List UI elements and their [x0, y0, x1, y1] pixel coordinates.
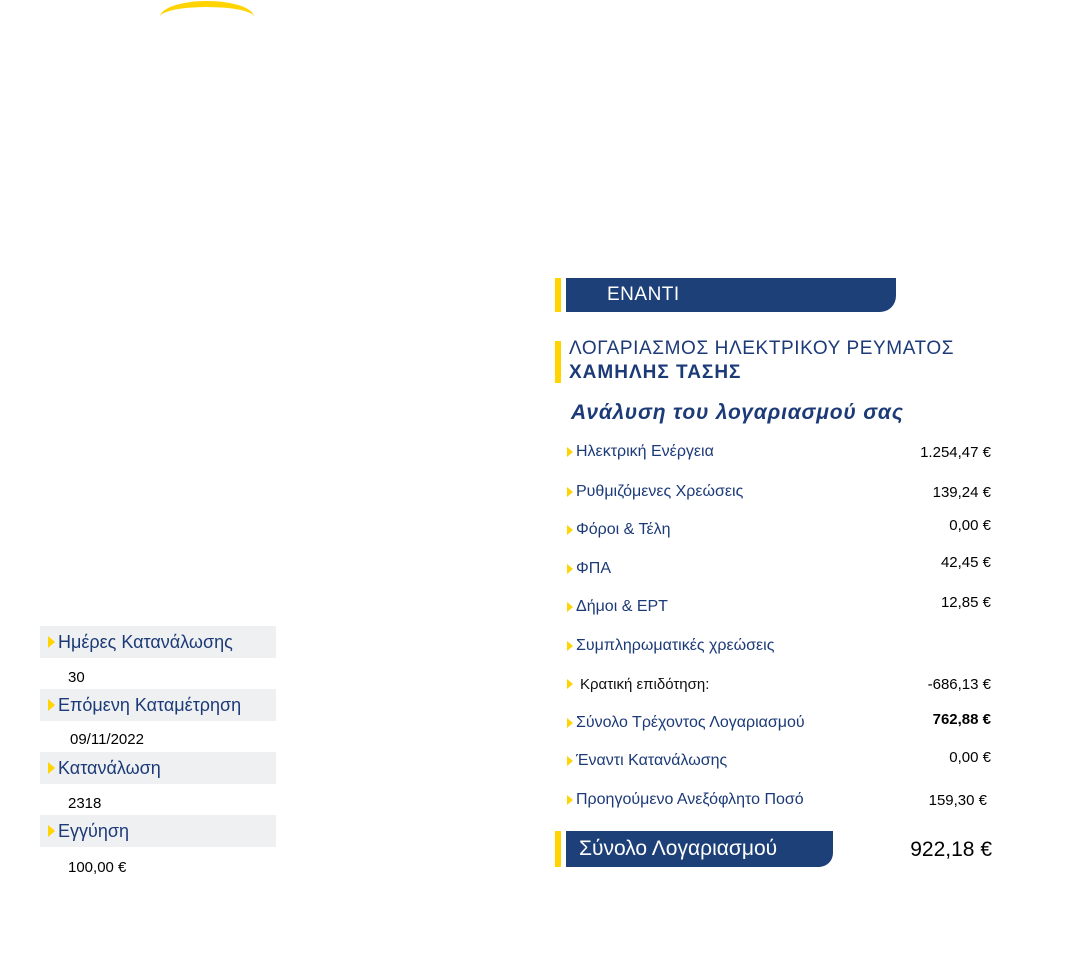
total-amount: 922,18 €	[910, 838, 992, 861]
row-label: Ηλεκτρική Ενέργεια	[576, 443, 714, 460]
arrow-icon	[567, 564, 573, 574]
consumption-header	[40, 752, 276, 784]
analysis-heading: Ανάλυση του λογαριασμού σας	[571, 401, 904, 424]
row-label: Έναντι Κατανάλωσης	[576, 752, 728, 769]
breakdown-row	[567, 554, 993, 580]
row-amount: 1.254,47 €	[920, 443, 991, 461]
breakdown-row	[567, 519, 993, 541]
row-amount: 139,24 €	[932, 483, 991, 501]
breakdown-row	[567, 635, 993, 657]
breakdown-row	[567, 750, 993, 772]
arrow-icon	[567, 795, 573, 805]
accent-bar	[555, 278, 561, 312]
row-label: Ρυθμιζόμενες Χρεώσεις	[576, 483, 744, 500]
arrow-icon	[48, 825, 55, 837]
breakdown-row	[567, 596, 993, 618]
row-label: Κρατική επιδότηση:	[580, 675, 710, 693]
next-reading-value: 09/11/2022	[70, 731, 144, 748]
row-amount: 762,88 €	[932, 711, 991, 728]
breakdown-row	[567, 481, 993, 503]
consumption-value: 2318	[68, 795, 102, 812]
consumption-label: Κατανάλωση	[58, 757, 161, 778]
row-amount: -686,13 €	[927, 675, 991, 693]
bill-title: ΛΟΓΑΡΙΑΣΜΟΣ ΗΛΕΚΤΡΙΚΟΥ ΡΕΥΜΑΤΟΣ	[569, 338, 955, 359]
arrow-icon	[567, 718, 573, 728]
consumption-days-header	[40, 626, 276, 658]
arrow-icon	[567, 487, 573, 497]
row-amount: 0,00 €	[949, 517, 991, 534]
deposit-label: Εγγύηση	[58, 820, 129, 841]
total-banner: Σύνολο Λογαριασμού	[566, 831, 833, 867]
arrow-icon	[567, 756, 573, 766]
arrow-icon	[567, 602, 573, 612]
row-label: Δήμοι & ΕΡΤ	[576, 598, 668, 615]
deposit-value: 100,00 €	[68, 859, 127, 876]
breakdown-row	[567, 673, 993, 695]
next-reading-label: Επόμενη Καταμέτρηση	[58, 694, 242, 715]
row-amount: 0,00 €	[949, 749, 991, 766]
arrow-icon	[48, 636, 55, 648]
arrow-icon	[567, 641, 573, 651]
deposit-header	[40, 815, 276, 847]
row-amount: 159,30 €	[928, 791, 987, 809]
row-label: ΦΠΑ	[576, 560, 611, 577]
accent-bar	[555, 341, 561, 383]
row-label: Συμπληρωματικές χρεώσεις	[576, 637, 775, 654]
breakdown-row	[567, 712, 993, 734]
arrow-icon	[48, 762, 55, 774]
arrow-icon	[567, 525, 573, 535]
logo-arc	[160, 1, 254, 17]
arrow-icon	[567, 679, 573, 689]
consumption-days-label: Ημέρες Κατανάλωσης	[58, 631, 233, 652]
row-amount: 42,45 €	[940, 554, 991, 571]
breakdown-row	[567, 789, 993, 811]
row-label: Σύνολο Τρέχοντος Λογαριασμού	[576, 714, 805, 731]
row-amount: 12,85 €	[940, 594, 991, 611]
next-reading-header	[40, 689, 276, 721]
arrow-icon	[48, 699, 55, 711]
enanti-banner: ΕΝΑΝΤΙ	[566, 278, 896, 312]
consumption-days-value: 30	[68, 669, 85, 686]
accent-bar	[555, 831, 561, 867]
bill-title-sub: ΧΑΜΗΛΗΣ ΤΑΣΗΣ	[569, 362, 742, 383]
row-label: Προηγούμενο Ανεξόφλητο Ποσό	[576, 791, 804, 808]
breakdown-row	[567, 441, 993, 463]
row-label: Φόροι & Τέλη	[576, 521, 671, 538]
arrow-icon	[567, 447, 573, 457]
